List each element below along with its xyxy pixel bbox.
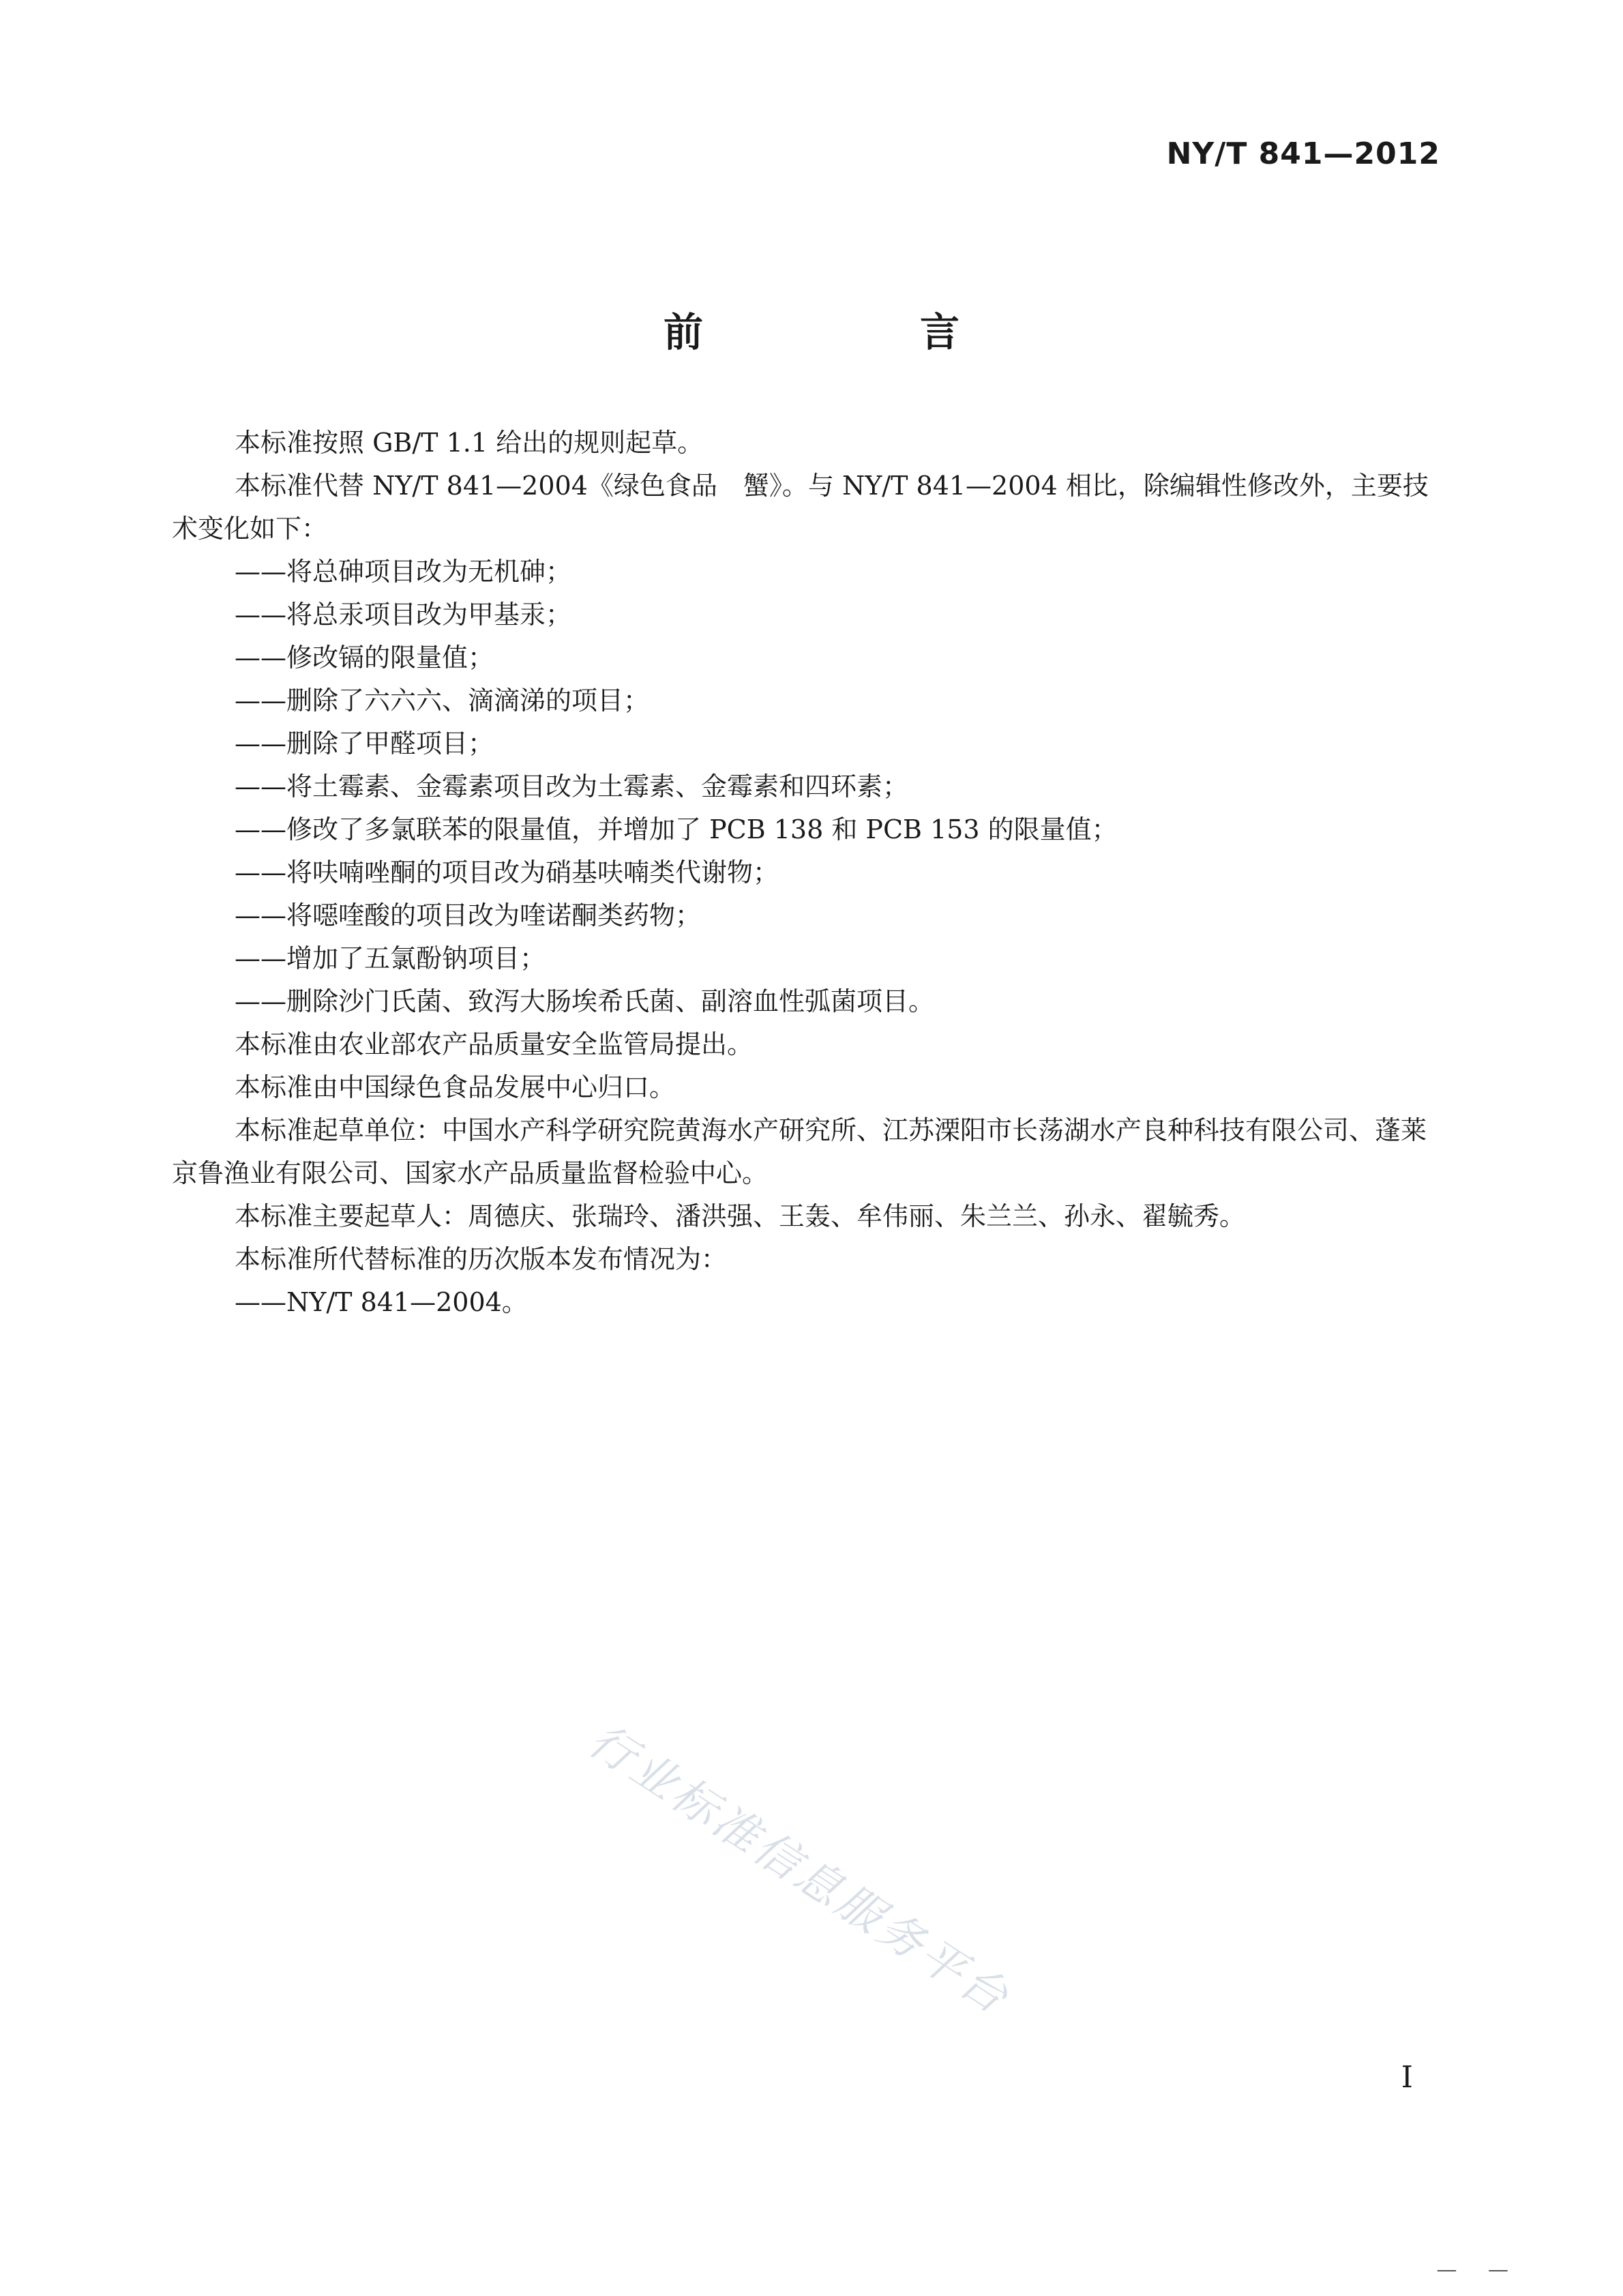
paragraph-drafting-rule: 本标准按照 GB/T 1.1 给出的规则起草。 [235, 428, 704, 458]
paragraph-centralized-by: 本标准由中国绿色食品发展中心归口。 [235, 1072, 676, 1102]
paragraph-replaces: 本标准代替 NY/T 841—2004《绿色食品 蟹》。与 NY/T 841—2004 相比，除编辑性修改外，主要技术变化如下： [172, 471, 1429, 544]
paragraph-history-intro: 本标准所代替标准的历次版本发布情况为： [235, 1244, 728, 1274]
change-item: ——删除了六六六、滴滴涕的项目； [235, 686, 650, 716]
change-item: ——将噁喹酸的项目改为喹诺酮类药物； [235, 900, 702, 930]
foreword-body [172, 422, 1440, 1324]
change-item: ——将总砷项目改为无机砷； [235, 557, 572, 587]
change-item: ——将土霉素、金霉素项目改为土霉素、金霉素和四环素； [235, 771, 909, 801]
corner-marks: — — [1436, 2258, 1521, 2282]
change-item: ——增加了五氯酚钠项目； [235, 943, 546, 973]
paragraph-drafters: 本标准主要起草人：周德庆、张瑞玲、潘洪强、王轰、牟伟丽、朱兰兰、孙永、翟毓秀。 [235, 1201, 1246, 1231]
page-title: 前 言 [663, 309, 1048, 355]
page-number: I [1401, 2060, 1413, 2095]
change-item: ——修改镉的限量值； [235, 643, 494, 673]
change-item: ——删除了甲醛项目； [235, 728, 494, 759]
change-item: ——删除沙门氏菌、致泻大肠埃希氏菌、副溶血性弧菌项目。 [235, 986, 935, 1016]
paragraph-proposed-by: 本标准由农业部农产品质量安全监管局提出。 [235, 1029, 754, 1059]
change-item: ——将总汞项目改为甲基汞； [235, 600, 572, 630]
change-item: ——修改了多氯联苯的限量值，并增加了 PCB 138 和 PCB 153 的限量值； [235, 814, 1118, 844]
standard-code: NY/T 841—2012 [1166, 136, 1440, 171]
history-item: ——NY/T 841—2004。 [235, 1287, 528, 1317]
change-item: ——将呋喃唑酮的项目改为硝基呋喃类代谢物； [235, 857, 779, 887]
watermark: 行业标准信息服务平台 [579, 1713, 1020, 2026]
paragraph-drafting-units: 本标准起草单位：中国水产科学研究院黄海水产研究所、江苏溧阳市长荡湖水产良种科技有限公司、蓬莱京鲁渔业有限公司、国家水产品质量监督检验中心。 [172, 1115, 1427, 1188]
